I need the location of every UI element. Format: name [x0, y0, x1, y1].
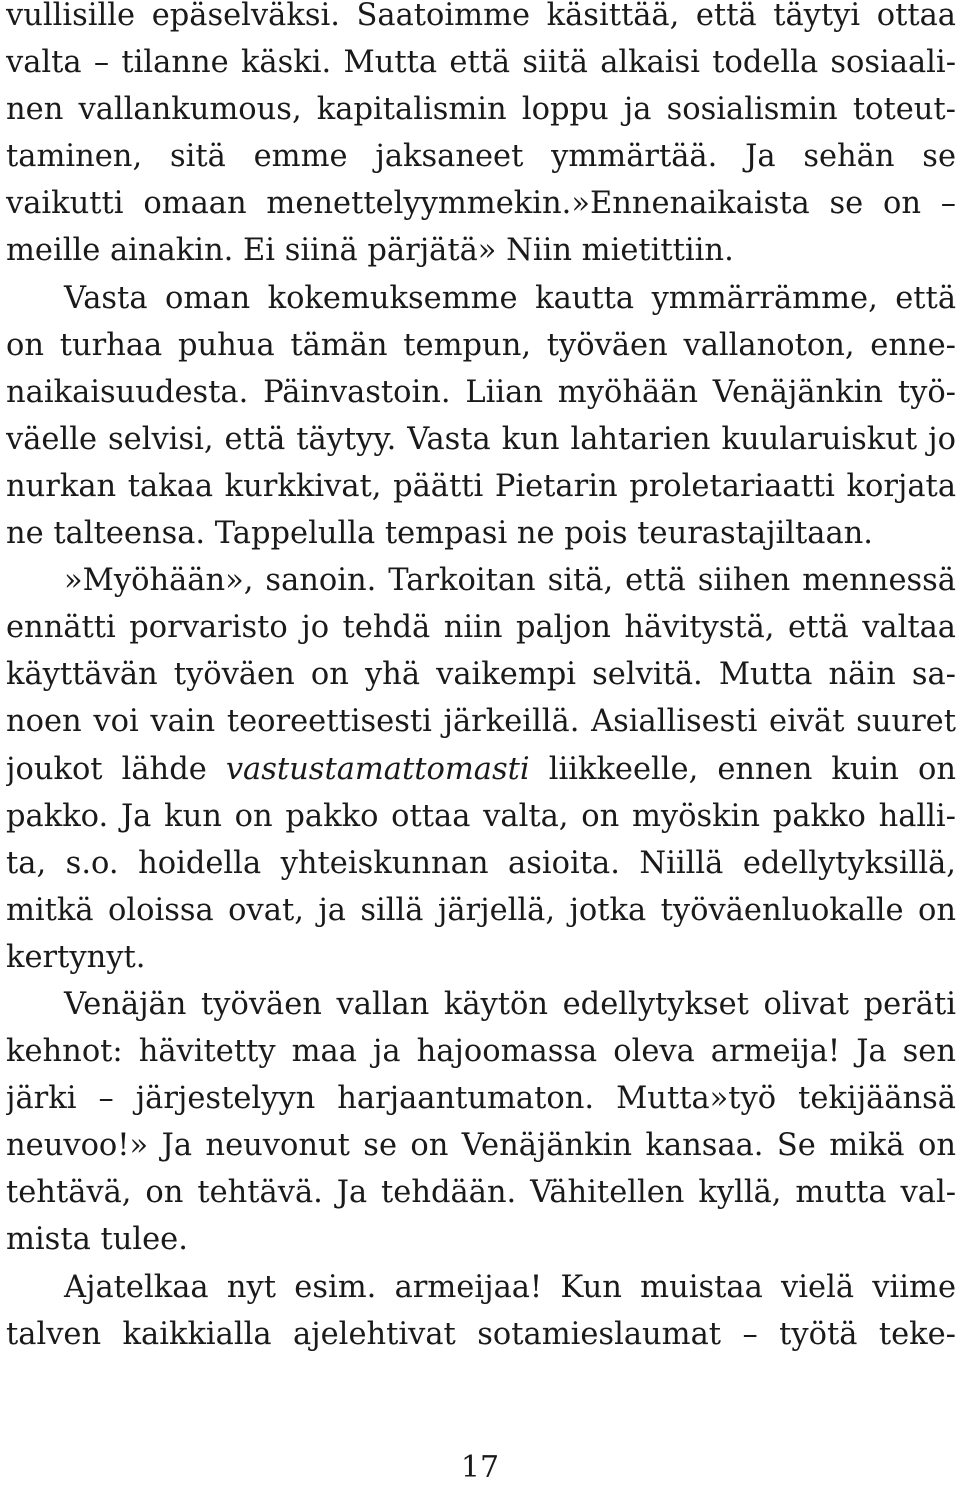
- text-line: ta, s.o. hoidella yhteiskunnan asioita. Niillä edellytyksillä,: [6, 845, 956, 881]
- text-line: vullisille epäselväksi. Saatoimme käsittää, että täytyi ottaa: [6, 0, 956, 33]
- text-line: väelle selvisi, että täytyy. Vasta kun lahtarien kuularuiskut jo: [6, 421, 956, 457]
- text-line: järki – järjestelyyn harjaantumaton. Mutta»työ tekijäänsä: [6, 1081, 956, 1117]
- text-line: meille ainakin. Ei siinä pärjätä» Niin mietittiin.: [6, 233, 734, 269]
- text-line: on turhaa puhua tämän tempun, työväen vallanoton, enne-: [6, 327, 956, 363]
- text-line: kehnot: hävitetty maa ja hajoomassa oleva armeija! Ja sen: [6, 1034, 956, 1070]
- text-line: taminen, sitä emme jaksaneet ymmärtää. Ja sehän se: [6, 139, 956, 175]
- text-line: vaikutti omaan menettelyymmekin.»Ennenaikaista se on –: [6, 186, 956, 222]
- text-line: mista tulee.: [6, 1222, 188, 1258]
- text-line: tehtävä, on tehtävä. Ja tehdään. Vähitellen kyllä, mutta val-: [6, 1175, 956, 1211]
- text-line: talven kaikkialla ajelehtivat sotamieslaumat – työtä teke-: [6, 1316, 956, 1352]
- text-line: pakko. Ja kun on pakko ottaa valta, on myöskin pakko halli-: [6, 798, 956, 834]
- text-line: neuvoo!» Ja neuvonut se on Venäjänkin kansaa. Se mikä on: [6, 1128, 956, 1164]
- text-line: »Myöhään», sanoin. Tarkoitan sitä, että siihen mennessä: [64, 563, 956, 599]
- body-text: [6, 0, 956, 1358]
- text-line: nen vallankumous, kapitalismin loppu ja sosialismin toteut-: [6, 92, 956, 128]
- text-line: naikaisuudesta. Päinvastoin. Liian myöhään Venäjänkin työ-: [6, 374, 956, 410]
- text-line: ne talteensa. Tappelulla tempasi ne pois teurastajiltaan.: [6, 516, 874, 552]
- italic-word: vastustamattomasti: [225, 751, 530, 787]
- text-line: Venäjän työväen vallan käytön edellytykset olivat peräti: [64, 986, 956, 1022]
- text-line: käyttävän työväen on yhä vaikempi selvitä. Mutta näin sa-: [6, 657, 956, 693]
- text-line: valta – tilanne käski. Mutta että siitä alkaisi todella sosiaali-: [6, 45, 956, 81]
- text-line: kertynyt.: [6, 939, 146, 975]
- text-line: Ajatelkaa nyt esim. armeijaa! Kun muistaa vielä viime: [64, 1269, 956, 1305]
- text-line: ennätti porvaristo jo tehdä niin paljon hävitystä, että valtaa: [6, 610, 956, 646]
- text-line: Vasta oman kokemuksemme kautta ymmärrämme, että: [64, 280, 956, 316]
- text-segment: joukot lähde: [6, 751, 226, 787]
- text-line: nurkan takaa kurkkivat, päätti Pietarin proletariaatti korjata: [6, 468, 956, 504]
- page-number: 17: [460, 1450, 500, 1485]
- text-line-with-italic: [6, 746, 956, 793]
- text-line: noen voi vain teoreettisesti järkeillä. Asiallisesti eivät suuret: [6, 704, 956, 740]
- text-segment: liikkeelle, ennen kuin on: [529, 751, 956, 787]
- text-line: mitkä oloissa ovat, ja sillä järjellä, jotka työväenluokalle on: [6, 892, 956, 928]
